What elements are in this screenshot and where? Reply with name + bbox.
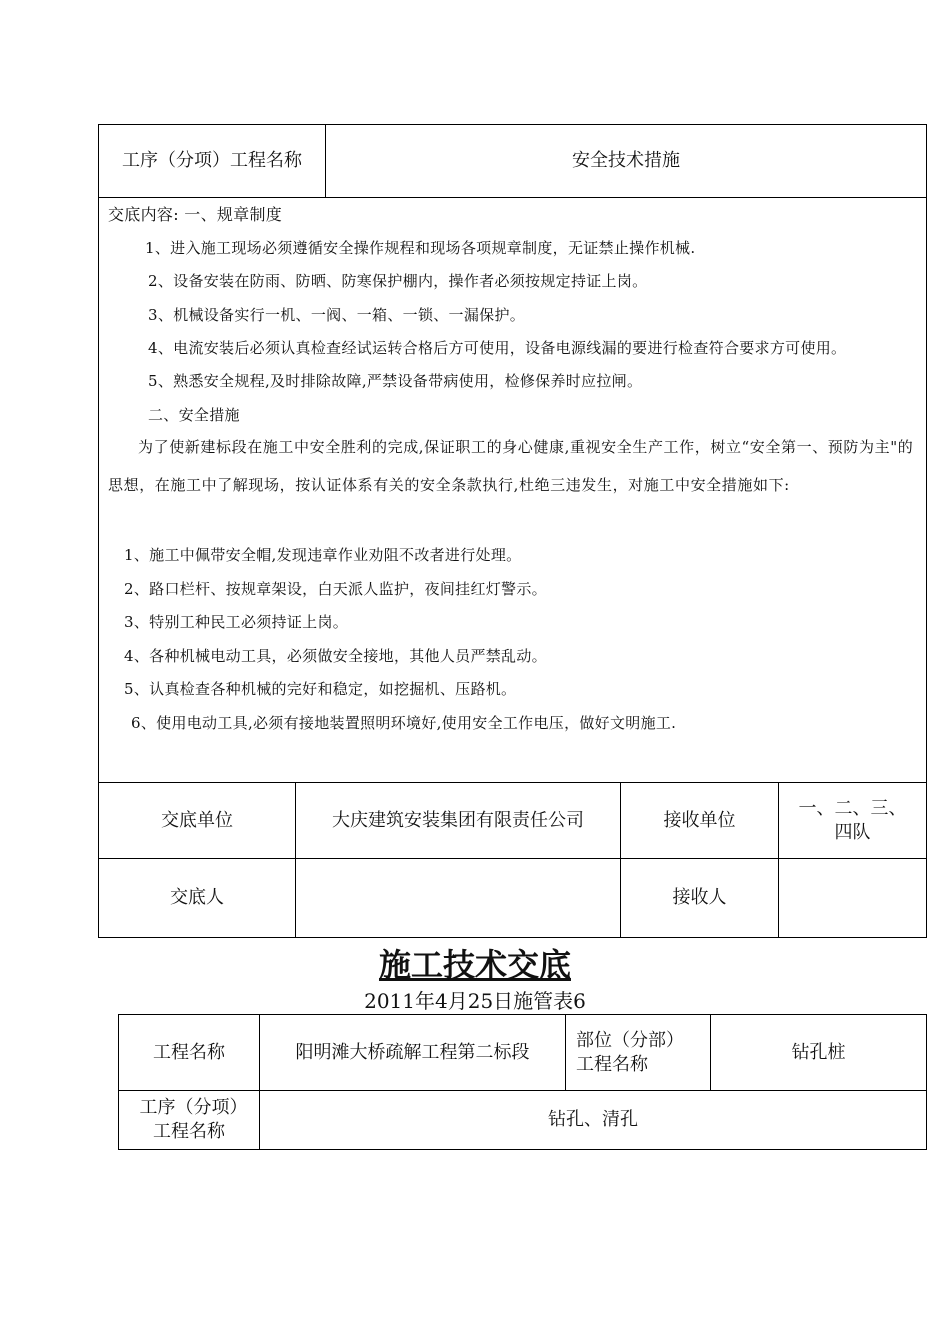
receiver-label: 接收人 bbox=[672, 887, 727, 908]
header-process-name-label: 工序（分项）工程名称 bbox=[122, 150, 302, 171]
issuing-unit-value: 大庆建筑安装集团有限责任公司 bbox=[332, 809, 584, 831]
process-value-cell bbox=[259, 1090, 927, 1150]
issuer-value-cell[interactable] bbox=[295, 858, 621, 938]
section1-item: 2、设备安装在防雨、防晒、防寒保护棚内，操作者必须按规定持证上岗。 bbox=[148, 272, 648, 290]
content-label-line bbox=[108, 202, 282, 225]
header-safety-measures-cell bbox=[325, 124, 927, 198]
section2-intro: 为了使新建标段在施工中安全胜利的完成,保证职工的身心健康,重视安全生产工作，树立“安全第一、预防为主"的思想，在施工中了解现场，按认证体系有关的安全条款执行,杜绝三违发生，对施工中安全措施如下: bbox=[108, 438, 914, 494]
section2-item: 5、认真检查各种机械的完好和稳定，如挖掘机、压路机。 bbox=[124, 680, 517, 698]
section2-item: 6、使用电动工具,必须有接地装置照明环境好,使用安全工作电压，做好文明施工. bbox=[131, 714, 677, 732]
section1-item: 3、机械设备实行一机、一阀、一箱、一锁、一漏保护。 bbox=[148, 306, 526, 324]
issuing-unit-value-cell bbox=[295, 782, 621, 859]
header-process-name-cell bbox=[98, 124, 326, 198]
receiving-unit-value: 一、二、三、四队 bbox=[798, 797, 907, 843]
page-subtitle: 2011年4月25日施管表6 bbox=[364, 989, 586, 1013]
section2-item: 3、特别工种民工必须持证上岗。 bbox=[124, 613, 349, 631]
section1-item: 4、电流安装后必须认真检查经试运转合格后方可使用，设备电源线漏的要进行检查符合要求方可使用。 bbox=[148, 339, 847, 357]
part-label: 部位（分部）工程名称 bbox=[576, 1029, 684, 1075]
section2-title: 二、安全措施 bbox=[148, 406, 240, 424]
issuer-label-cell bbox=[98, 858, 296, 938]
content-label: 交底内容: bbox=[108, 205, 185, 224]
receiver-value-cell[interactable] bbox=[778, 858, 927, 938]
receiving-unit-value-cell bbox=[778, 782, 927, 859]
receiving-unit-label: 接收单位 bbox=[663, 809, 736, 831]
process-label: 工序（分项）工程名称 bbox=[139, 1097, 239, 1142]
project-name-value-cell bbox=[259, 1014, 566, 1091]
issuer-label: 交底人 bbox=[170, 887, 224, 908]
issuing-unit-label: 交底单位 bbox=[161, 809, 233, 831]
part-label-cell bbox=[565, 1014, 711, 1091]
process-value: 钻孔、清孔 bbox=[548, 1109, 638, 1130]
section1-item: 5、熟悉安全规程,及时排除故障,严禁设备带病使用，检修保养时应拉闸。 bbox=[148, 372, 643, 390]
section1-item: 1、进入施工现场必须遵循安全操作规程和现场各项规章制度，无证禁止操作机械. bbox=[145, 239, 696, 257]
page-title: 施工技术交底 bbox=[378, 946, 571, 984]
project-name-value: 阳明滩大桥疏解工程第二标段 bbox=[295, 1041, 530, 1063]
process-label-cell bbox=[118, 1090, 260, 1150]
header-safety-measures-label: 安全技术措施 bbox=[572, 150, 680, 171]
section2-item: 2、路口栏杆、按规章架设，白天派人监护，夜间挂红灯警示。 bbox=[124, 580, 547, 598]
section2-item: 4、各种机械电动工具，必须做安全接地，其他人员严禁乱动。 bbox=[124, 647, 547, 665]
project-name-label: 工程名称 bbox=[153, 1041, 225, 1063]
section2-item: 1、施工中佩带安全帽,发现违章作业劝阻不改者进行处理。 bbox=[124, 546, 522, 564]
receiving-unit-label-cell bbox=[620, 782, 779, 859]
issuing-unit-label-cell bbox=[98, 782, 296, 859]
part-value: 钻孔桩 bbox=[791, 1041, 846, 1063]
project-name-label-cell bbox=[118, 1014, 260, 1091]
receiver-label-cell bbox=[620, 858, 779, 938]
section1-title: 一、规章制度 bbox=[184, 205, 283, 224]
part-value-cell bbox=[710, 1014, 927, 1091]
